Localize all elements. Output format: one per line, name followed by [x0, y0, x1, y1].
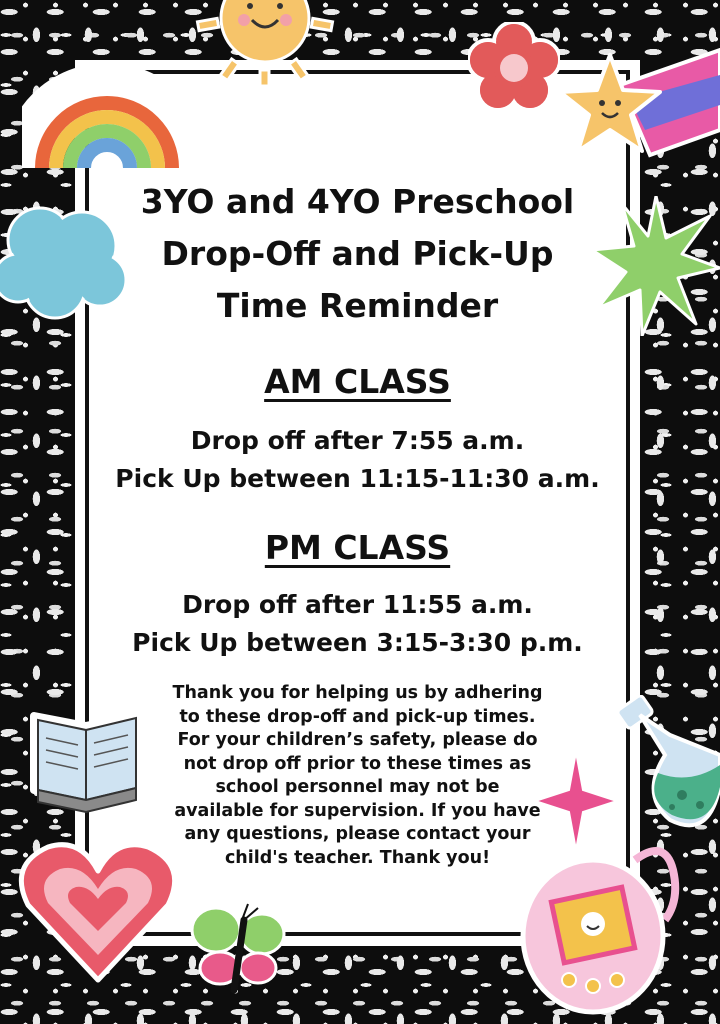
title-line: 3YO and 4YO Preschool	[140, 182, 575, 221]
shooting-star-icon	[560, 45, 720, 185]
note-line: child's teacher. Thank you!	[224, 847, 491, 868]
tamagotchi-icon	[515, 840, 690, 1015]
heart-icon	[18, 835, 178, 985]
am-class-times	[65, 422, 650, 498]
note-line: Thank you for helping us by adhering	[172, 683, 543, 703]
flyer-title	[85, 176, 630, 332]
note-line: not drop off prior to these times as	[183, 753, 532, 774]
safety-note	[165, 682, 550, 870]
am-drop-off: Drop off after 7:55 a.m.	[190, 426, 525, 455]
note-line: For your children’s safety, please do	[177, 730, 538, 750]
flower-icon	[468, 22, 560, 114]
note-line: any questions, please contact your	[184, 824, 531, 844]
cloud-icon	[0, 200, 130, 320]
note-line: available for supervision. If you have	[174, 800, 541, 821]
flask-icon	[610, 695, 720, 835]
sun-icon	[190, 0, 340, 90]
title-line: Drop-Off and Pick-Up	[161, 234, 554, 273]
green-star-icon	[592, 196, 720, 336]
book-icon	[30, 708, 145, 818]
am-class-heading: AM CLASS	[264, 362, 451, 401]
pm-class-times	[65, 586, 650, 662]
pm-class-heading: PM CLASS	[264, 528, 451, 567]
title-line: Time Reminder	[216, 286, 499, 325]
rainbow-icon	[22, 38, 192, 178]
pm-pick-up: Pick Up between 3:15-3:30 p.m.	[132, 628, 583, 657]
pm-drop-off: Drop off after 11:55 a.m.	[182, 590, 533, 619]
am-pick-up: Pick Up between 11:15-11:30 a.m.	[115, 464, 600, 493]
note-line: school personnel may not be	[215, 777, 500, 797]
butterfly-icon	[188, 900, 288, 995]
pink-sparkle-icon	[535, 752, 617, 850]
note-line: to these drop-off and pick-up times.	[179, 706, 536, 727]
